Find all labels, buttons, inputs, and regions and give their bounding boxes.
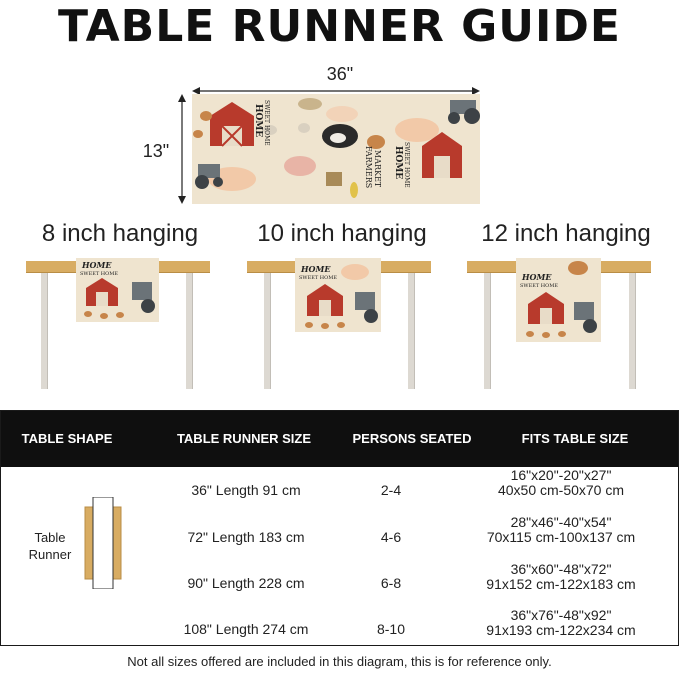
hanging-runner-10: [295, 258, 381, 332]
home-text-2: HOME: [393, 146, 403, 180]
home-text: HOME: [82, 260, 112, 270]
home-text: HOME: [301, 264, 331, 274]
sweet-home-text-2: SWEET HOME: [403, 142, 410, 188]
row-3-fits-cm: 91x152 cm-122x183 cm: [486, 576, 636, 592]
header-table-shape: TABLE SHAPE: [21, 431, 113, 446]
hanging-label-8: 8 inch hanging: [41, 220, 199, 247]
hanging-runner-illustration: [516, 258, 601, 342]
farm-pattern-illustration: [192, 94, 480, 204]
sweet-home-text: SWEET HOME: [80, 271, 119, 277]
row-4-fits-inches: 36"x76"-48"x92": [510, 607, 612, 623]
header-fits-table-size: FITS TABLE SIZE: [521, 431, 629, 446]
hanging-label-10: 10 inch hanging: [257, 220, 427, 247]
market-text: MARKET: [373, 150, 382, 188]
row-1-size: 36" Length 91 cm: [191, 482, 301, 498]
row-4-size: 108" Length 274 cm: [183, 621, 309, 637]
table-leg: [264, 271, 271, 389]
table-leg: [186, 271, 193, 389]
row-4-fits-cm: 91x193 cm-122x234 cm: [486, 622, 636, 638]
height-arrow-icon: [176, 94, 188, 204]
row-1-persons: 2-4: [380, 482, 402, 498]
row-2-fits-inches: 28"x46"-40"x54": [510, 514, 612, 530]
hanging-runner-illustration: [76, 258, 159, 322]
row-2-fits-cm: 70x115 cm-100x137 cm: [486, 529, 636, 545]
hanging-label-12: 12 inch hanging: [481, 220, 651, 247]
table-runner-image: [192, 94, 480, 204]
page-title: TABLE RUNNER GUIDE: [58, 1, 621, 52]
shape-label-line-1: Table: [34, 530, 66, 545]
row-3-size: 90" Length 228 cm: [187, 575, 305, 591]
shape-label-line-2: Runner: [28, 547, 72, 562]
table-leg: [408, 271, 415, 389]
table-leg: [629, 271, 636, 389]
row-1-fits-inches: 16"x20"-20"x27": [510, 467, 612, 483]
hanging-runner-8: [76, 258, 159, 322]
hanging-runner-illustration: [295, 258, 381, 332]
sweet-home-text: SWEET HOME: [520, 283, 559, 289]
row-3-persons: 6-8: [380, 575, 402, 591]
farmers-text: FARMERS: [364, 146, 373, 189]
table-runner-shape-label: [19, 529, 81, 563]
row-2-size: 72" Length 183 cm: [187, 529, 305, 545]
table-runner-shape-icon: [83, 497, 123, 589]
hanging-runner-12: [516, 258, 601, 342]
width-dimension-label: 36": [326, 64, 354, 84]
table-leg: [41, 271, 48, 389]
header-runner-size: TABLE RUNNER SIZE: [176, 431, 312, 446]
row-4-persons: 8-10: [376, 621, 406, 637]
footnote: Not all sizes offered are included in this diagram, this is for reference only.: [127, 654, 552, 669]
size-table: [0, 410, 679, 646]
table-leg: [484, 271, 491, 389]
row-1-fits-cm: 40x50 cm-50x70 cm: [497, 482, 625, 498]
row-3-fits-inches: 36"x60"-48"x72": [510, 561, 612, 577]
sweet-home-text: SWEET HOME: [299, 275, 338, 281]
row-2-persons: 4-6: [380, 529, 402, 545]
sweet-home-text: SWEET HOME: [263, 100, 270, 146]
home-text: HOME: [253, 104, 263, 138]
table-header: [1, 411, 678, 467]
home-text: HOME: [522, 272, 552, 282]
header-persons-seated: PERSONS SEATED: [352, 431, 472, 446]
height-dimension-label: 13": [142, 141, 170, 161]
